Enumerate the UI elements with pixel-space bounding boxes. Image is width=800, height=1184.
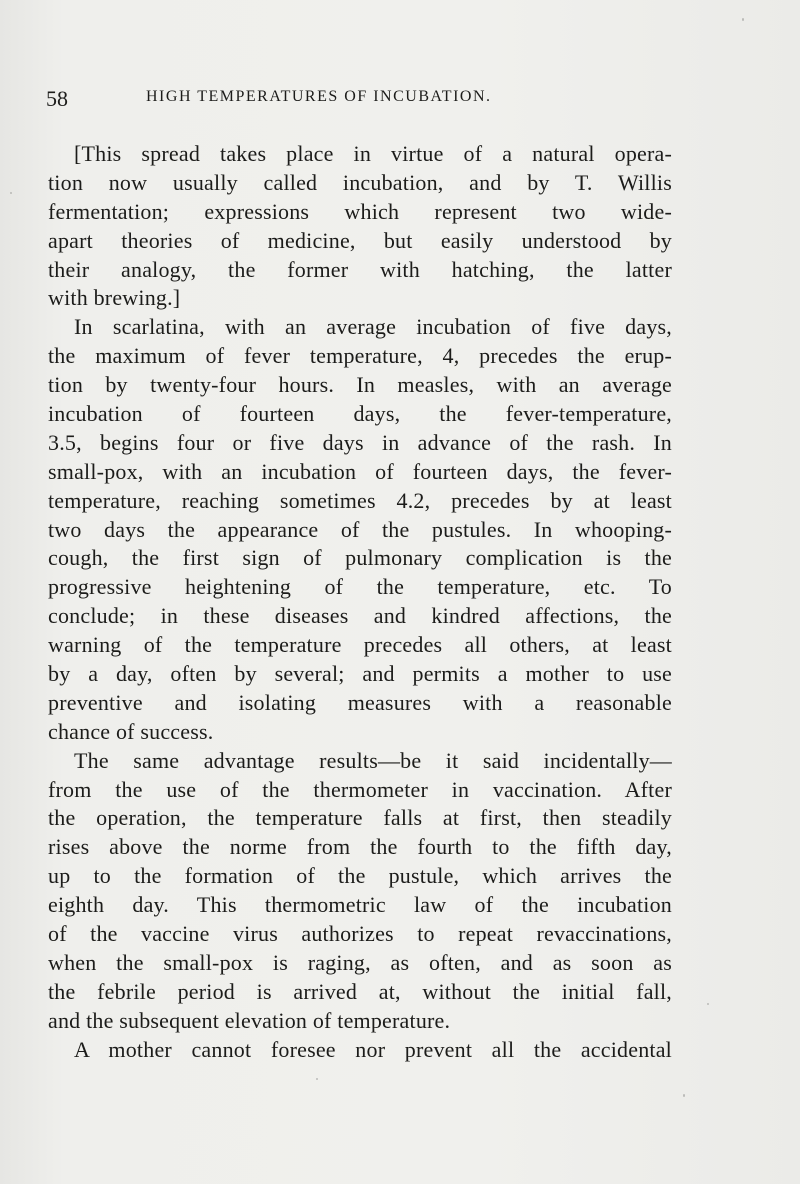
text-line: small-pox, with an incubation of fourteen days, the fever- xyxy=(48,458,672,484)
text-line: The same advantage results—be it said incidentally— xyxy=(74,747,672,773)
body-text xyxy=(48,140,672,1065)
text-line: fermentation; expressions which represent two wide- xyxy=(48,198,672,224)
text-line: cough, the first sign of pulmonary complication is the xyxy=(48,545,672,571)
text-line: warning of the temperature precedes all others, at least xyxy=(48,632,672,658)
paper-speck xyxy=(707,1003,709,1005)
text-line: A mother cannot foresee nor prevent all the accidental xyxy=(74,1036,672,1062)
text-line: and the subsequent elevation of temperature. xyxy=(48,1007,451,1033)
text-line: of the vaccine virus authorizes to repeat revaccinations, xyxy=(48,921,672,947)
text-line: In scarlatina, with an average incubation of five days, xyxy=(74,314,672,340)
text-line: the maximum of fever temperature, 4, precedes the erup- xyxy=(48,343,672,369)
text-line: the febrile period is arrived at, without the initial fall, xyxy=(48,978,672,1004)
text-line: progressive heightening of the temperature, etc. To xyxy=(48,574,672,600)
text-line: chance of success. xyxy=(48,718,214,744)
text-line: rises above the norme from the fourth to the fifth day, xyxy=(48,834,672,860)
paper-speck xyxy=(10,192,12,194)
text-line: eighth day. This thermometric law of the incubation xyxy=(48,892,672,918)
text-line: from the use of the thermometer in vaccination. After xyxy=(48,776,672,802)
text-line: tion by twenty-four hours. In measles, with an average xyxy=(48,372,672,398)
text-line: tion now usually called incubation, and by T. Willis xyxy=(48,169,672,195)
page-number: 58 xyxy=(46,86,68,111)
text-line: by a day, often by several; and permits a mother to use xyxy=(48,661,672,687)
text-line: their analogy, the former with hatching, the latter xyxy=(48,256,672,282)
text-line: preventive and isolating measures with a reasonable xyxy=(48,689,672,715)
text-line: two days the appearance of the pustules. In whooping- xyxy=(48,516,672,542)
text-line: when the small-pox is raging, as often, and as soon as xyxy=(48,949,672,975)
paper-speck xyxy=(742,18,744,21)
text-line: with brewing.] xyxy=(48,285,181,311)
text-line: [This spread takes place in virtue of a natural opera- xyxy=(74,141,672,166)
text-line: the operation, the temperature falls at first, then steadily xyxy=(48,805,672,831)
running-head xyxy=(46,86,674,116)
paper-speck xyxy=(316,1078,318,1080)
text-line: temperature, reaching sometimes 4.2, precedes by at least xyxy=(48,487,672,513)
running-title: HIGH TEMPERATURES OF INCUBATION. xyxy=(146,88,492,105)
text-line: conclude; in these diseases and kindred affections, the xyxy=(48,603,672,629)
text-line: incubation of fourteen days, the fever-temperature, xyxy=(48,401,672,427)
paper-speck xyxy=(683,1094,685,1097)
text-line: apart theories of medicine, but easily understood by xyxy=(48,227,672,253)
text-line: up to the formation of the pustule, which arrives the xyxy=(48,863,672,889)
text-line: 3.5, begins four or five days in advance of the rash. In xyxy=(48,429,672,455)
